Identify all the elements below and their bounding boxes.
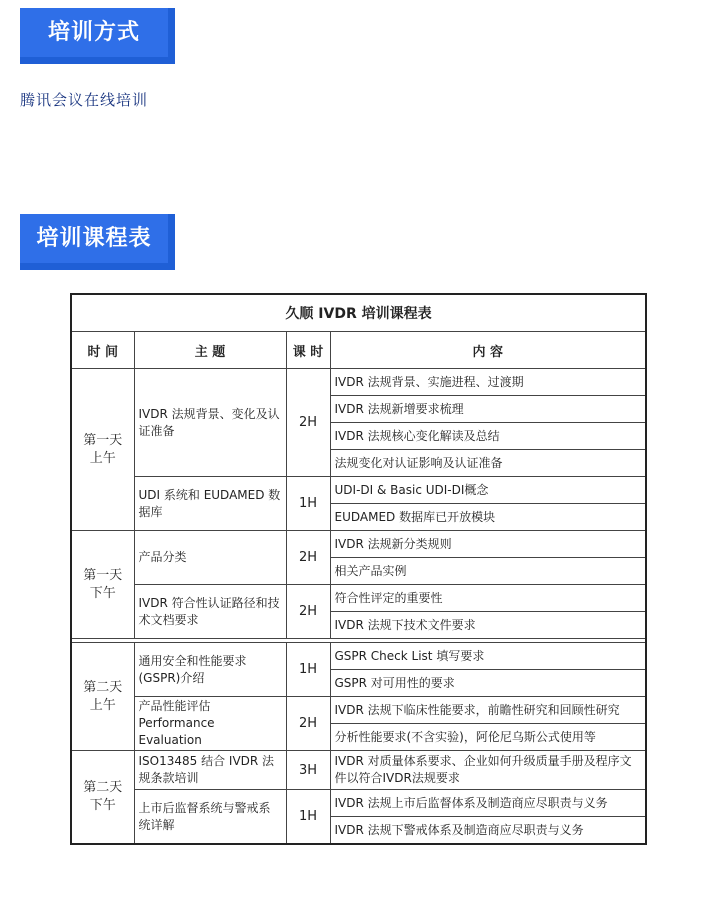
content-cell: EUDAMED 数据库已开放模块 <box>330 504 646 531</box>
topic-cell: UDI 系统和 EUDAMED 数据库 <box>134 477 286 531</box>
hours-cell: 2H <box>286 585 330 639</box>
topic-cell: 上市后监督系统与警戒系统详解 <box>134 790 286 845</box>
header-content: 内 容 <box>330 332 646 369</box>
content-cell: IVDR 法规新增要求梳理 <box>330 396 646 423</box>
topic-cell: IVDR 符合性认证路径和技术文档要求 <box>134 585 286 639</box>
training-method-text: 腾讯会议在线培训 <box>20 91 149 109</box>
content-cell: IVDR 对质量体系要求、企业如何升级质量手册及程序文件以符合IVDR法规要求 <box>330 751 646 790</box>
course-table <box>70 293 647 845</box>
header-topic: 主 题 <box>134 332 286 369</box>
content-cell: IVDR 法规上市后监督体系及制造商应尽职责与义务 <box>330 790 646 817</box>
content-cell: UDI-DI & Basic UDI-DI概念 <box>330 477 646 504</box>
time-cell: 第二天 下午 <box>71 751 134 845</box>
course-table-body <box>71 369 646 845</box>
hours-cell: 1H <box>286 643 330 697</box>
time-cell: 第一天 上午 <box>71 369 134 531</box>
content-cell: GSPR 对可用性的要求 <box>330 670 646 697</box>
time-cell: 第二天 上午 <box>71 643 134 751</box>
table-title: 久顺 IVDR 培训课程表 <box>71 294 646 332</box>
hours-cell: 1H <box>286 790 330 845</box>
training-method-heading <box>20 8 175 64</box>
time-cell: 第一天 下午 <box>71 531 134 639</box>
hours-cell: 3H <box>286 751 330 790</box>
hours-cell: 1H <box>286 477 330 531</box>
content-cell: IVDR 法规新分类规则 <box>330 531 646 558</box>
table-row <box>71 477 646 504</box>
table-row <box>71 697 646 724</box>
hours-cell: 2H <box>286 369 330 477</box>
table-row <box>71 585 646 612</box>
header-hours: 课 时 <box>286 332 330 369</box>
content-cell: IVDR 法规核心变化解读及总结 <box>330 423 646 450</box>
heading-label: 培训课程表 <box>20 214 168 263</box>
table-row <box>71 369 646 396</box>
topic-cell: 通用安全和性能要求(GSPR)介绍 <box>134 643 286 697</box>
table-row <box>71 643 646 670</box>
content-cell: 符合性评定的重要性 <box>330 585 646 612</box>
topic-cell: 产品分类 <box>134 531 286 585</box>
content-cell: IVDR 法规下临床性能要求，前瞻性研究和回顾性研究 <box>330 697 646 724</box>
hours-cell: 2H <box>286 531 330 585</box>
content-cell: IVDR 法规下警戒体系及制造商应尽职责与义务 <box>330 817 646 845</box>
content-cell: 分析性能要求(不含实验)，阿伦尼乌斯公式使用等 <box>330 724 646 751</box>
topic-cell: ISO13485 结合 IVDR 法规条款培训 <box>134 751 286 790</box>
table-row <box>71 531 646 558</box>
table-row <box>71 790 646 817</box>
schedule-heading <box>20 214 175 270</box>
header-time: 时 间 <box>71 332 134 369</box>
content-cell: GSPR Check List 填写要求 <box>330 643 646 670</box>
content-cell: 法规变化对认证影响及认证准备 <box>330 450 646 477</box>
content-cell: IVDR 法规背景、实施进程、过渡期 <box>330 369 646 396</box>
topic-cell: 产品性能评估 Performance Evaluation <box>134 697 286 751</box>
table-row <box>71 751 646 790</box>
content-cell: IVDR 法规下技术文件要求 <box>330 612 646 639</box>
content-cell: 相关产品实例 <box>330 558 646 585</box>
hours-cell: 2H <box>286 697 330 751</box>
heading-label: 培训方式 <box>20 8 168 57</box>
course-table-container <box>70 293 645 858</box>
topic-cell: IVDR 法规背景、变化及认证准备 <box>134 369 286 477</box>
